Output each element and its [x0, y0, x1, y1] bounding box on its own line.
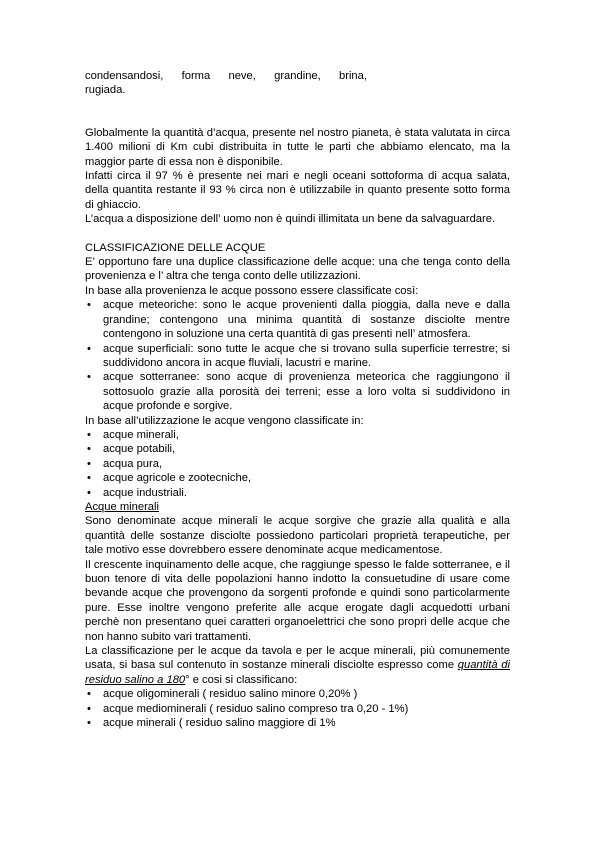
fragment-line-2: rugiada. — [85, 84, 126, 97]
mineral-paragraph-2: Il crescente inquinamento delle acque, che raggiunge spesso le falde sotterranee, e il buon tenore di vita delle popolazioni hanno indotto la consuetudine di usare come bevande acque che provengono da sorgenti profonde e quindi sono particolarmente pure. Esse inoltre vengono preferite alle acque erogate dagli acquedotti urbani perchè non presentano quei caratteri organoelettrici che sono propri delle acque che non hanno subito vari trattamenti. — [85, 558, 510, 643]
origin-list — [85, 298, 510, 413]
use-list — [85, 428, 510, 500]
residue-emphasis: quantità di residuo salino a 180 — [85, 659, 510, 686]
list-item: • acque mediominerali ( residuo salino compreso tra 0,20 - 1%) — [85, 702, 510, 716]
subsection-title: Acque minerali — [85, 500, 159, 513]
list-item: • acque minerali ( residuo salino maggiore di 1% — [85, 716, 510, 730]
mineral-list — [85, 687, 510, 730]
document-page — [85, 69, 510, 730]
section-heading: CLASSIFICAZIONE DELLE ACQUE — [85, 241, 266, 254]
use-intro: In base all’utilizzazione le acque vengono classificate in: — [85, 414, 364, 427]
fragment-line-1: condensandosi, forma neve, grandine, brina, — [85, 70, 367, 82]
intro-paragraph-1: Globalmente la quantità d’acqua, presente nel nostro pianeta, è stata valutata in circa 1.400 milioni di Km cubi distribuita in tutte le parti che abbiamo elencato, ma la maggior parte di essa non è disponibile. — [85, 126, 510, 168]
list-item: • acque sotterranee: sono acque di provenienza meteorica che raggiungono il sottosuolo grazie alla porosità dei terreni; esse a loro volta si suddividono in acque profonde e sorgive. — [85, 370, 510, 413]
list-item: • acque minerali, — [85, 428, 510, 442]
mineral-p3-text: La classificazione per le acque da tavola e per le acque minerali, più comunemente usata, si basa sul contenuto in sostanze minerali disciolte espresso come — [85, 645, 510, 672]
mineral-paragraph-3 — [85, 644, 510, 687]
list-item: • acque superficiali: sono tutte le acque che si trovano sulla superficie terrestre; si suddividono ancora in acque fluviali, lacustri e marine. — [85, 342, 510, 371]
mineral-p3-tail: ° e cosi si classificano: — [185, 673, 298, 686]
intro-paragraph-2: Infatti circa il 97 % è presente nei mari e negli oceani sottoforma di acqua salata, della quantita restante il 93 % circa non è utilizzabile in quanto presente sotto forma di ghiaccio. — [85, 170, 510, 211]
classification-intro: E’ opportuno fare una duplice classificazione delle acque: una che tenga conto della provenienza e l’ altra che tenga conto delle utilizzazioni. — [85, 256, 510, 283]
mineral-paragraph-1: Sono denominate acque minerali le acque sorgive che grazie alla qualità e alla quantità delle sostanze disciolte possiedono particolari proprietà terapeutiche, per tale motivo esse dovrebbero essere denominate acque medicamentose. — [85, 515, 510, 557]
list-item: • acque oligominerali ( residuo salino minore 0,20% ) — [85, 687, 510, 701]
origin-intro: In base alla provenienza le acque possono essere classificate così: — [85, 284, 419, 297]
spacer — [85, 98, 510, 126]
list-item: • acque agricole e zootecniche, — [85, 471, 510, 485]
list-item: • acque potabili, — [85, 442, 510, 456]
intro-paragraph-3: L’acqua a disposizione dell’ uomo non è quindi illimitata un bene da salvaguardare. — [85, 213, 496, 226]
spacer — [85, 227, 510, 241]
list-item: • acqua pura, — [85, 457, 510, 471]
list-item: • acque industriali. — [85, 486, 510, 500]
list-item: • acque meteoriche: sono le acque provenienti dalla pioggia, dalla neve e dalla grandine; contengono una minima quantità di sostanze disciolte mentre contengono in soluzione una certa quantità di gas presenti nell’ atmosfera. — [85, 298, 510, 341]
